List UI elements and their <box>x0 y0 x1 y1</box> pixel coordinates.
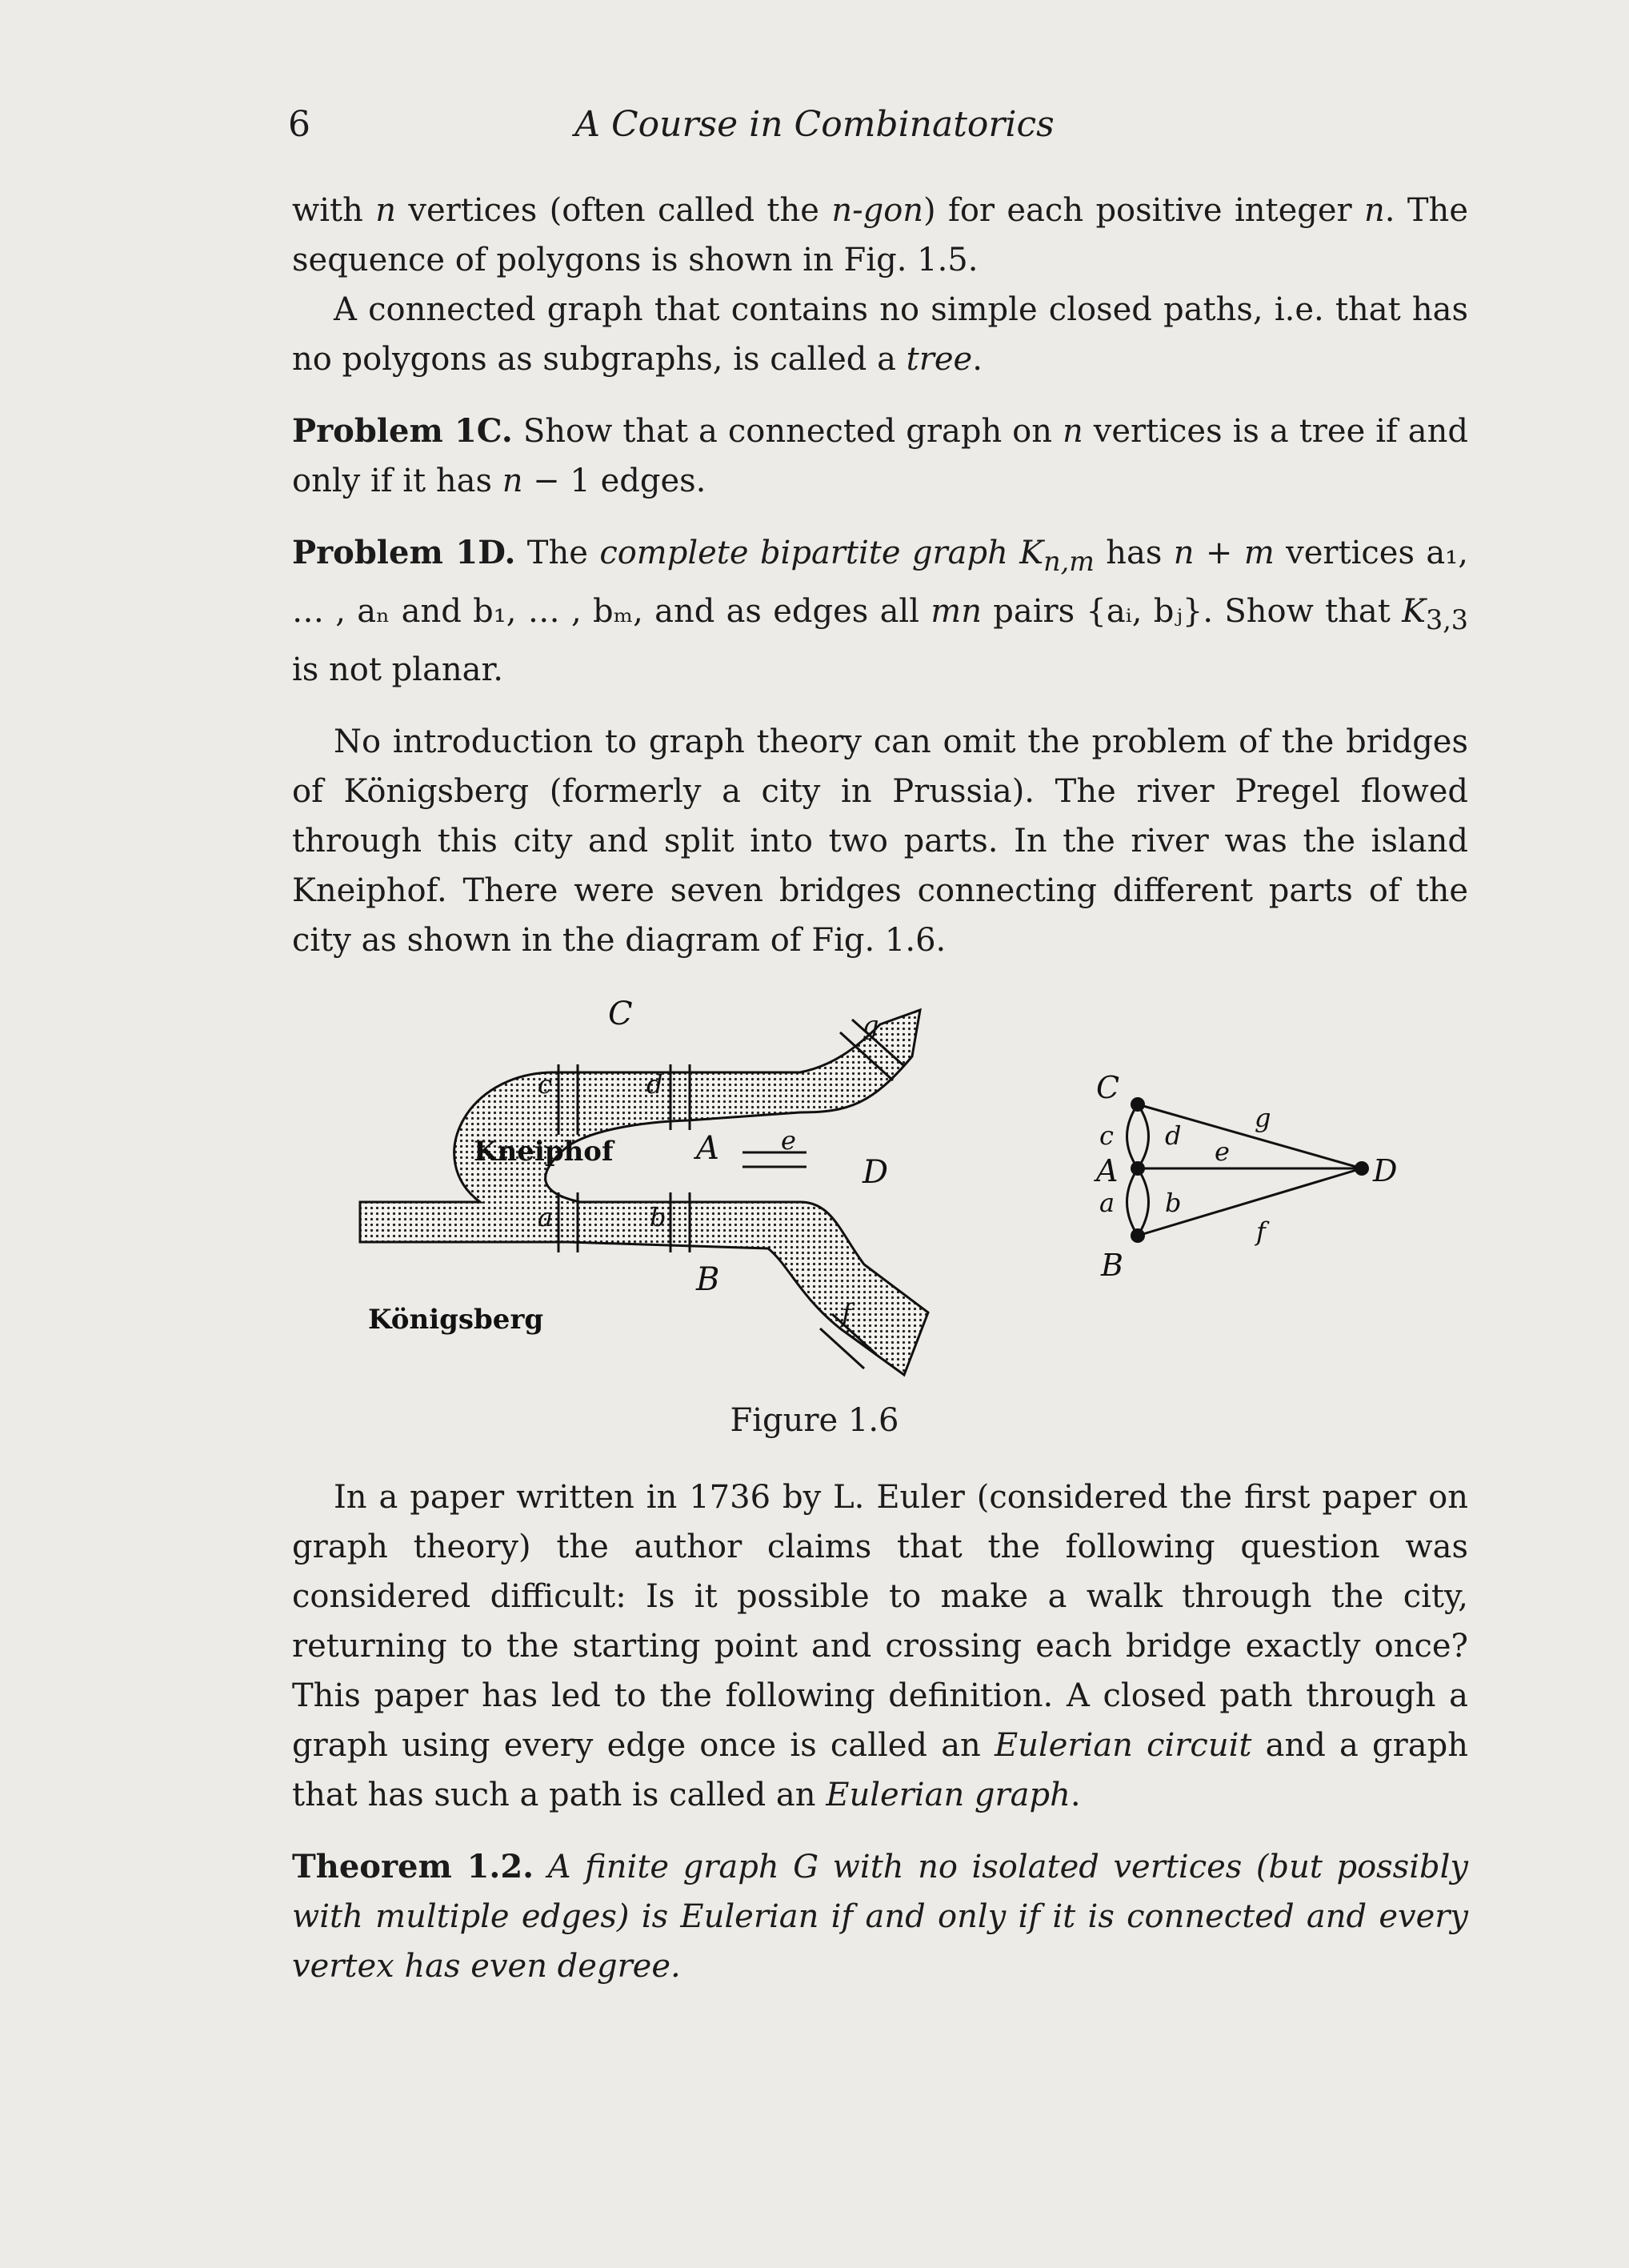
graph-edge-label-c: c <box>1099 1120 1114 1151</box>
map-label-kneiphof: Kneiphof <box>474 1136 614 1168</box>
map-label-C: C <box>608 996 633 1032</box>
graph-edge-label-f: f <box>1256 1216 1266 1247</box>
page-header <box>0 104 1629 152</box>
theorem-1-2 <box>292 1842 1468 1991</box>
map-label-A: A <box>696 1130 719 1167</box>
paragraph-euler: In a paper written in 1736 by L. Euler (considered the first paper on graph theory) the author claims that the following question was considered difficult: Is it possible to make a walk through the city, returning to the starting point and crossing each bridge exactly once? This paper has led to the following definition. A closed path through a graph using every edge once is called an Eulerian circuit and a graph that has such a path is called an Eulerian graph. <box>292 1479 1468 1813</box>
theorem-heading: Theorem 1.2. <box>292 1848 534 1885</box>
map-bridge-label-c: c <box>538 1069 552 1100</box>
map-label-D: D <box>863 1154 889 1191</box>
paragraph-ngon: with n vertices (often called the n-gon) for each positive integer n. The sequence of polygons is shown in Fig. 1.5. <box>292 192 1468 278</box>
problem-1d: Problem 1D. The complete bipartite graph $K_{n,m}$ has n + m vertices a₁, … , aₙ and b₁, … , bₘ, and as edges all mn pairs {aᵢ, bⱼ}. Show that $K_{3,3}$ is not planar. <box>292 534 1469 688</box>
graph-edge-b <box>1138 1168 1149 1236</box>
graph-vertex-A <box>1131 1161 1145 1176</box>
graph-edge-label-d: d <box>1165 1120 1182 1151</box>
graph-edge-label-a: a <box>1099 1188 1115 1218</box>
graph-label-D: D <box>1373 1153 1398 1188</box>
graph-edge-c <box>1127 1104 1139 1168</box>
page-number: 6 <box>288 104 310 145</box>
map-label-konigsberg: Königsberg <box>368 1304 544 1336</box>
graph-label-A: A <box>1096 1153 1119 1188</box>
map-bridge-label-a: a <box>538 1202 554 1232</box>
paragraph-konigsberg: No introduction to graph theory can omit the problem of the bridges of Königsberg (formerly a city in Prussia). The river Pregel flowed through this city and split into two parts. In the river was the island Kneiphof. There were seven bridges connecting different parts of the city as shown in the diagram of Fig. 1.6. <box>292 723 1468 959</box>
paragraph-tree: A connected graph that contains no simple closed paths, i.e. that has no polygons as subgraphs, is called a tree. <box>292 291 1468 378</box>
graph-edge-a <box>1127 1168 1139 1236</box>
map-label-B: B <box>696 1261 720 1298</box>
map-bridge-label-d: d <box>646 1069 663 1100</box>
running-title: A Course in Combinatorics <box>574 104 1055 145</box>
graph-label-B: B <box>1101 1248 1123 1283</box>
map-bridge-label-b: b <box>650 1202 666 1232</box>
map-bridge-label-e: e <box>781 1125 796 1156</box>
figure-caption: Figure 1.6 <box>730 1402 899 1439</box>
map-bridge-label-f: f <box>842 1298 851 1328</box>
graph-label-C: C <box>1096 1070 1120 1105</box>
graph-multigraph <box>1127 1104 1363 1236</box>
theorem-statement: A finite graph G with no isolated vertices (but possibly with multiple edges) is Eulerian if and only if it is connected and every vertex has even degree. <box>292 1849 1468 1985</box>
graph-edge-label-e: e <box>1215 1136 1230 1167</box>
graph-vertex-B <box>1131 1228 1145 1243</box>
map-bridge-label-g: g <box>863 1010 879 1040</box>
problem-1c-heading: Problem 1C. <box>292 412 513 450</box>
text-block-top <box>292 186 1468 965</box>
graph-edge-label-b: b <box>1165 1188 1182 1218</box>
figure-konigsberg <box>352 992 1472 1408</box>
graph-edge-d <box>1138 1104 1149 1168</box>
problem-1c: Problem 1C. Show that a connected graph on n vertices is a tree if and only if it has n − 1 edges. <box>292 412 1469 499</box>
graph-vertex-D <box>1355 1161 1369 1176</box>
problem-1d-heading: Problem 1D. <box>292 534 516 571</box>
bridge-e <box>742 1152 806 1167</box>
graph-vertex-C <box>1131 1097 1145 1112</box>
graph-edge-label-g: g <box>1255 1103 1271 1133</box>
text-block-bottom <box>292 1473 1468 1991</box>
figure-svg <box>352 992 1472 1408</box>
